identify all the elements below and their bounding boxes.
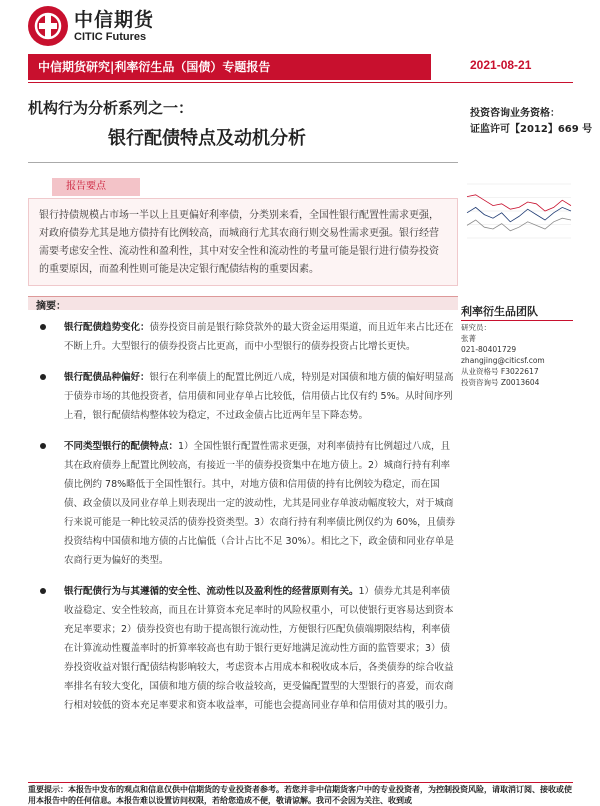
contact-info: [461, 322, 545, 388]
summary-box: [28, 198, 458, 286]
abstract-label: 摘要：: [36, 301, 66, 312]
bullet-head: 银行配债品种偏好：: [64, 372, 150, 383]
bullet-dot-icon: [40, 324, 46, 330]
bullet-head: 银行配债行为与其遵循的安全性、流动性以及盈利性的经营原则有关。: [64, 586, 359, 597]
citic-logo-icon: [28, 6, 68, 46]
bullet-item: [40, 582, 458, 715]
team-name: 利率衍生品团队: [461, 305, 538, 318]
bullet-dot-icon: [40, 588, 46, 594]
series-title: 机构行为分析系列之一：: [28, 99, 194, 117]
bullet-dot-icon: [40, 374, 46, 380]
report-date: 2021-08-21: [470, 58, 532, 72]
summary-text: 银行持债规模占市场一半以上且更偏好利率债，分类别来看，全国性银行配置性需求更强，对政府债券尤其是地方债持有比例较高，而城商行尤其农商行则交易性需求更强。银行经营需要考虑安全性、流动性和盈利性，其中对安全性和流动性的考量可能是银行进行债券投资的重要原因，而盈利性则可能是决定银行配债结构的重要因素。: [39, 210, 439, 275]
yield-line-chart: [463, 176, 575, 246]
bullet-item: [40, 318, 458, 356]
bullet-body: 1）全国性银行配置性需求更强，对利率债持有比例超过八成，且其在政府债券上配置比例较高，有接近一半的债券投资集中在地方债上。2）城商行持有利率债比例约 78%略低于全国性银行。其中，对地方债和信用债的持有比例较为稳定，而在国债、政金债以及同业存单上则表现出一定的波动性，尤其是同业存单波动幅度较大，对于城商行来说可能是一种比较灵活的债券投资类型。3）农商行持有利率债比例仅约为 60%，且债券投资结构中国债和地方债的占比偏低（合计占比不足 30%）。相比之下，政金债和同业存单是农商行更为偏好的类型。: [64, 441, 456, 566]
researcher-phone: 021-80401729: [461, 345, 517, 354]
footer-divider: [28, 782, 573, 783]
logo-chinese-name: 中信期货: [74, 9, 155, 31]
logo-english-name: CITIC Futures: [74, 31, 147, 43]
bullet-body: 1）债券尤其是利率债收益稳定、安全性较高，而且在计算资本充足率时的风险权重小，可以使银行更容易达到资本充足率要求；2）债券投资也有助于提高银行流动性，方便银行匹配负债端期限结构，利率债在计算流动性覆盖率时的折算率较高也有助于银行更好地满足流动性方面的监管要求；3）债券投资收益对银行配债结构影响较大，考虑资本占用成本和税收成本后，各类债券的综合收益率排名有较大变化，国债和地方债的综合收益较高，更受偏配置型的大型银行的喜爱，而农商行相对较低的资本充足率要求和资本收益率，可能也会提高同业存单和信用债对其的吸引力。: [64, 586, 454, 711]
company-logo: [28, 6, 154, 46]
team-divider: [461, 320, 573, 321]
license-info: [470, 106, 592, 138]
bullet-head: 不同类型银行的配债特点：: [64, 441, 179, 452]
bullet-item: [40, 368, 458, 425]
abstract-bullets: [40, 318, 458, 715]
abstract-bar: [28, 296, 458, 310]
title-divider: [28, 162, 458, 163]
summary-tag: 报告要点: [52, 178, 140, 196]
header-divider: [28, 82, 573, 83]
bullet-body: 银行在利率债上的配置比例近八成，特别是对国债和地方债的偏好明显高于债券市场的其他投资者，信用债和同业存单占比较低，信用债占比仅有约 5%。从时间序列上看，银行配债结构整体较为稳定，不过政金债占比近两年呈下降态势。: [64, 372, 454, 421]
bullet-head: 银行配债趋势变化：: [64, 322, 150, 333]
footer-disclaimer: 重要提示：本报告中发布的观点和信息仅供中信期货的专业投资者参考。若您并非中信期货客户中的专业投资者，为控制投资风险，请取消订阅、接收或使用本报告中的任何信息。本报告难以设置访问权限，若给您造成不便，敬请谅解。我司不会因为关注、收到或: [28, 785, 572, 805]
page-title: 银行配债特点及动机分析: [108, 128, 306, 149]
qualification-number: 从业资格号 F3022617: [461, 367, 539, 376]
bullet-item: [40, 437, 458, 570]
researcher-email[interactable]: zhangjing@citicsf.com: [461, 356, 545, 365]
license-line-2: 证监许可【2012】669 号: [470, 124, 593, 135]
consulting-number: 投资咨询号 Z0013604: [461, 378, 540, 387]
license-line-1: 投资咨询业务资格：: [470, 108, 560, 119]
bullet-body: 债券投资目前是银行除贷款外的最大资金运用渠道，而且近年来占比还在不断上升。大型银行的债券投资占比更高，而中小型银行的债券投资占比增长更快。: [64, 322, 454, 352]
report-banner: 中信期货研究|利率衍生品（国债）专题报告: [28, 54, 431, 80]
researcher-name: 张菁: [461, 334, 476, 343]
researcher-label: 研究员：: [461, 323, 491, 332]
bullet-dot-icon: [40, 443, 46, 449]
